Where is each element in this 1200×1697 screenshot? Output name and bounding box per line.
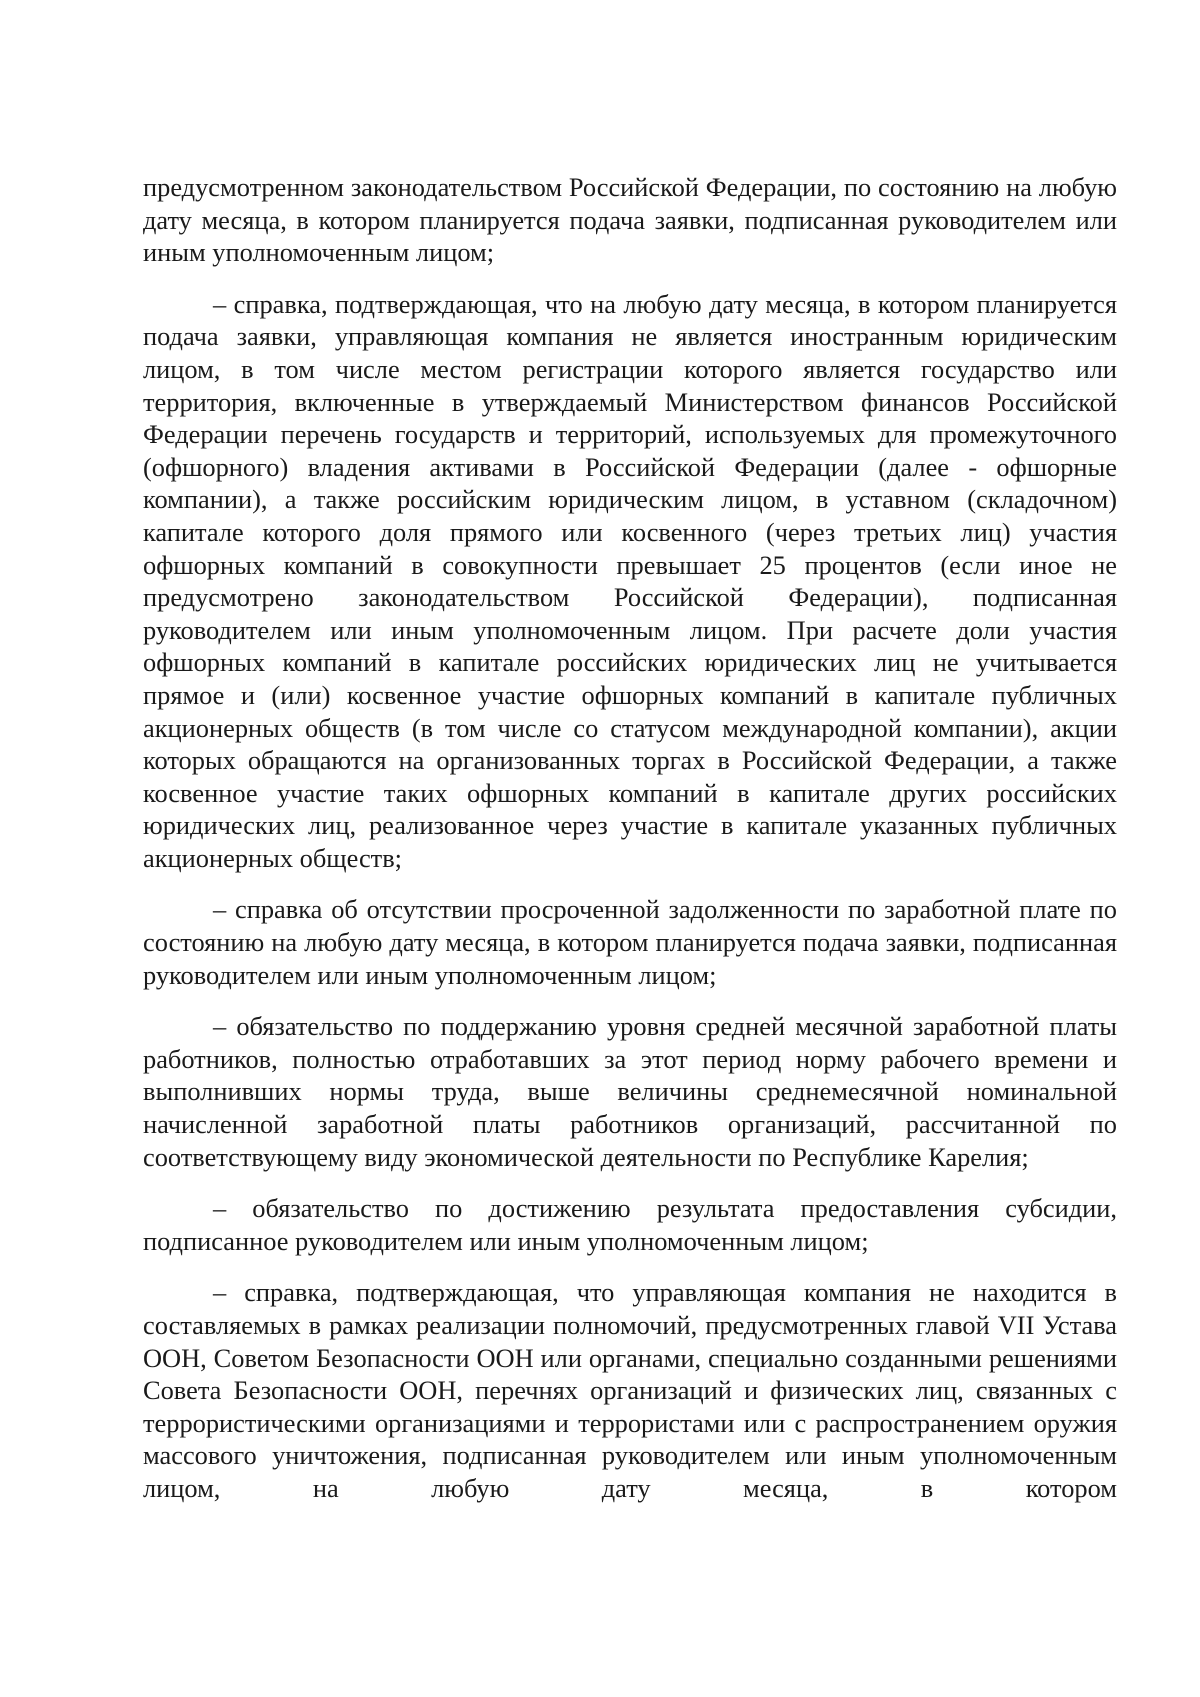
document-page (143, 171, 1117, 1524)
paragraph-offshore-certificate: – справка, подтверждающая, что на любую дату месяца, в котором планируется подача заявки, управляющая компания не является иностранным юридическим лицом, в том числе местом регистрации которого является государство или территория, включенные в утверждаемый Министерством финансов Российской Федерации перечень государств и территорий, используемых для промежуточного (офшорного) владения активами в Российской Федерации (далее - офшорные компании), а также российским юридическим лицом, в уставном (складочном) капитале которого доля прямого или косвенного (через третьих лиц) участия офшорных компаний в совокупности превышает 25 процентов (если иное не предусмотрено законодательством Российской Федерации), подписанная руководителем или иным уполномоченным лицом. При расчете доли участия офшорных компаний в капитале российских юридических лиц не учитывается прямое и (или) косвенное участие офшорных компаний в капитале публичных акционерных обществ (в том числе со статусом международной компании), акции которых обращаются на организованных торгах в Российской Федерации, а также косвенное участие таких офшорных компаний в капитале других российских юридических лиц, реализованное через участие в капитале указанных публичных акционерных обществ; (143, 288, 1117, 873)
paragraph-terrorism-certificate: – справка, подтверждающая, что управляющая компания не находится в составляемых в рамках реализации полномочий, предусмотренных главой VII Устава ООН, Советом Безопасности ООН или органами, специально созданными решениями Совета Безопасности ООН, перечнях организаций и физических лиц, связанных с террористическими организациями и террористами или с распространением оружия массового уничтожения, подписанная руководителем или иным уполномоченным лицом, на любую дату месяца, в котором (143, 1277, 1117, 1503)
paragraph-result-obligation: – обязательство по достижению результата предоставления субсидии, подписанное руководителем или иным уполномоченным лицом; (143, 1193, 1117, 1256)
paragraph-salary-obligation: – обязательство по поддержанию уровня средней месячной заработной платы работников, полностью отработавших за этот период норму рабочего времени и выполнивших нормы труда, выше величины среднемесячной номинальной начисленной заработной платы работников организаций, рассчитанной по соответствующему виду экономической деятельности по Республике Карелия; (143, 1011, 1117, 1172)
paragraph-salary-debt-certificate: – справка об отсутствии просроченной задолженности по заработной плате по состоянию на любую дату месяца, в котором планируется подача заявки, подписанная руководителем или иным уполномоченным лицом; (143, 894, 1117, 990)
paragraph-continuation: предусмотренном законодательством Российской Федерации, по состоянию на любую дату месяца, в котором планируется подача заявки, подписанная руководителем или иным уполномоченным лицом; (143, 172, 1117, 268)
